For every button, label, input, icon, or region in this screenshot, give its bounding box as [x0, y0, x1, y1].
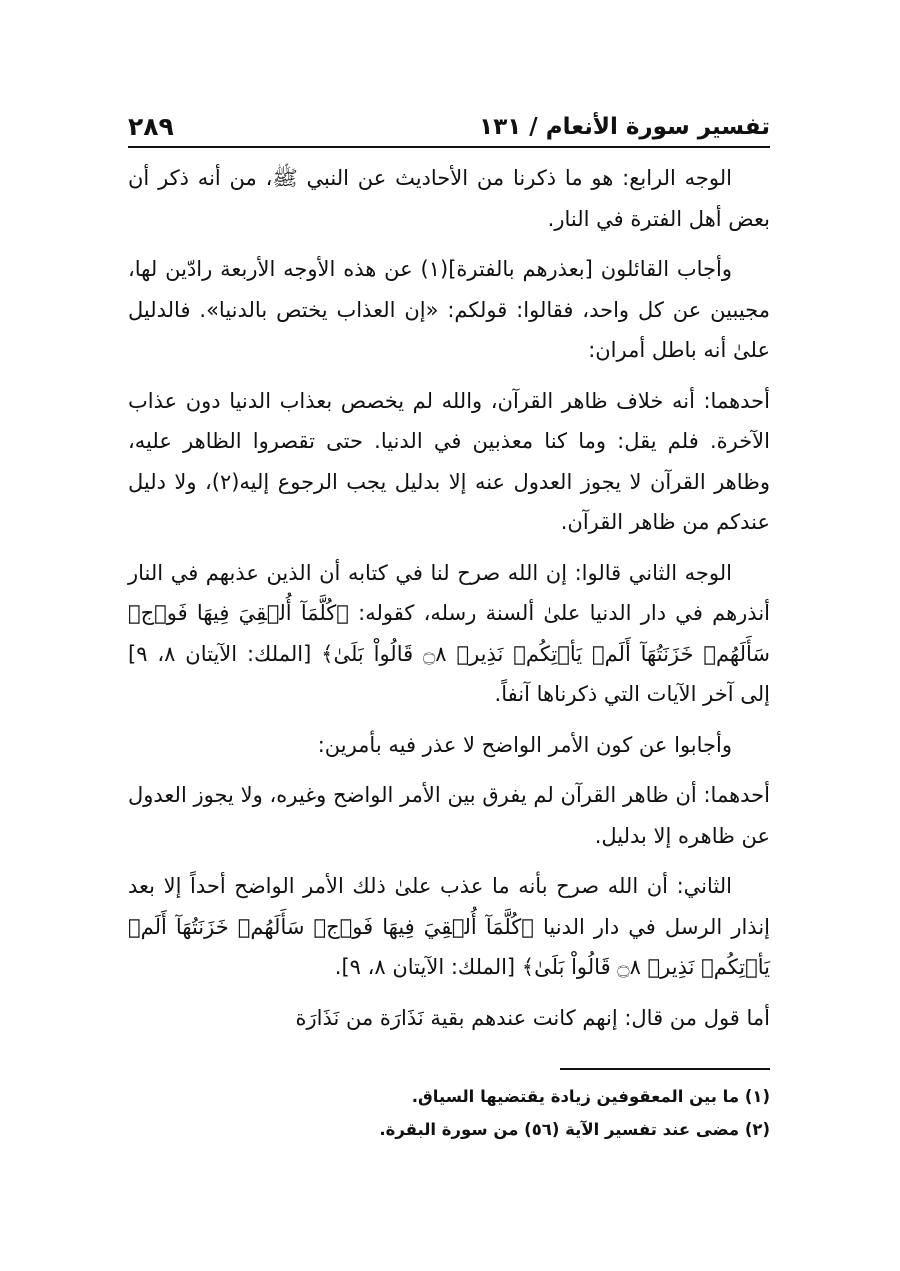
paragraph-second-aspect: الوجه الثاني قالوا: إن الله صرح لنا في كتابه أن الذين عذبهم في النار أنذرهم في دار الدنيا علىٰ ألسنة رسله، كقوله: ﴿كُلَّمَآ أُلۡقِيَ فِيهَا فَوۡجٞ سَأَلَهُمۡ خَزَنَتُهَآ أَلَمۡ يَأۡتِكُمۡ نَذِيرٞ ۝٨ قَالُواْ بَلَىٰ﴾ [الملك: الآيتان ٨، ٩] إلى آخر الآيات التي ذكرناها آنفاً. [128, 560, 770, 706]
paragraph-answer-two: الثاني: أن الله صرح بأنه ما عذب علىٰ ذلك الأمر الواضح أحداً إلا بعد إنذار الرسل في دار الدنيا ﴿كُلَّمَآ أُلۡقِيَ فِيهَا فَوۡجٞ سَأَلَهُمۡ خَزَنَتُهَآ أَلَمۡ يَأۡتِكُمۡ نَذِيرٞ ۝٨ قَالُواْ بَلَىٰ﴾ [الملك: الآيتان ٨، ٩]. [128, 874, 770, 979]
footnote-1: (١) ما بين المعقوفين زيادة يقتضيها السياق. [411, 1087, 770, 1106]
page-header [128, 96, 770, 148]
paragraph-closing: أما قول من قال: إنهم كانت عندهم بقية نَذَارَة من نَذَارَة [295, 1005, 770, 1030]
paragraph-answer-one: أحدهما: أن ظاهر القرآن لم يفرق بين الأمر الواضح وغيره، ولا يجوز العدول عن ظاهره إلا بدليل. [128, 783, 770, 848]
body-text [128, 158, 770, 1038]
paragraph-two-answers: وأجابوا عن كون الأمر الواضح لا عذر فيه بأمرين: [317, 732, 732, 757]
running-title: تفسير سورة الأنعام / ١٣١ [479, 114, 770, 140]
footnote-2: (٢) مضى عند تفسير الآية (٥٦) من سورة البقرة. [379, 1120, 770, 1139]
book-page [128, 96, 770, 1146]
paragraph-fourth-aspect: الوجه الرابع: هو ما ذكرنا من الأحاديث عن النبي ﷺ، من أنه ذكر أن بعض أهل الفترة في النار. [128, 166, 770, 231]
paragraph-first-reason: أحدهما: أنه خلاف ظاهر القرآن، والله لم يخصص بعذاب الدنيا دون عذاب الآخرة. فلم يقل: وما كنا معذبين في الدنيا. حتى تقصروا الظاهر عليه، وظاهر القرآن لا يجوز العدول عنه إلا بدليل يجب الرجوع إليه(٢)، ولا دليل عندكم من ظاهر القرآن. [128, 388, 770, 534]
paragraph-reply-intro: وأجاب القائلون [بعذرهم بالفترة](١) عن هذه الأوجه الأربعة رادّين لها، مجيبين عن كل واحد، فقالوا: قولكم: «إن العذاب يختص بالدنيا». فالدليل علىٰ أنه باطل أمران: [128, 257, 770, 362]
footnote-divider [560, 1068, 770, 1070]
footnotes [128, 1080, 770, 1146]
page-number: ٢٨٩ [128, 112, 174, 141]
